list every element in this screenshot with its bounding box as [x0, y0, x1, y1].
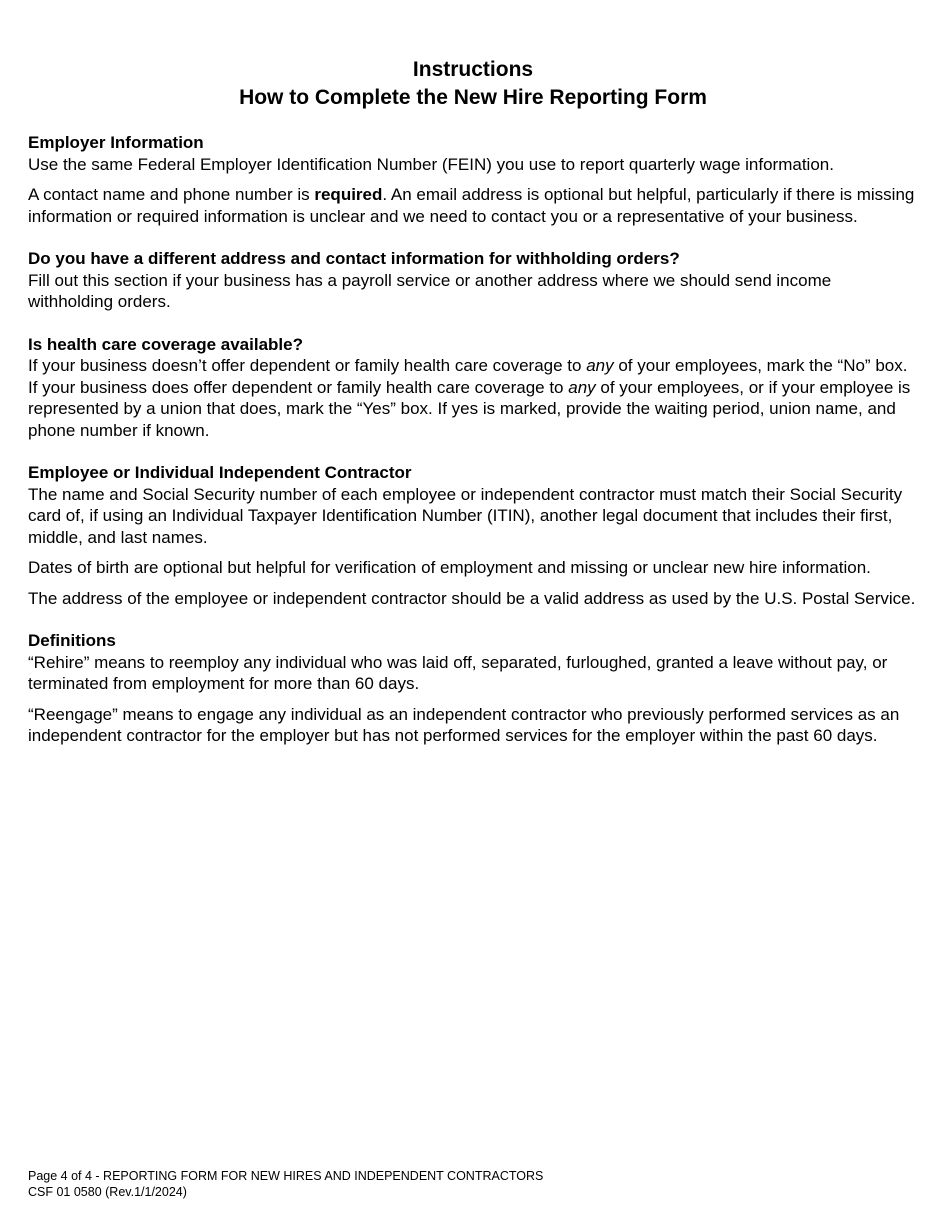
document-page [28, 56, 918, 768]
paragraph: Dates of birth are optional but helpful for verification of employment and missing or unclear new hire information. [28, 558, 871, 577]
section-heading: Employee or Individual Independent Contractor [28, 463, 412, 482]
text-run: of your employees, or if your employee is represented by a union that does, mark the “Yes” box. If yes is marked, provide the waiting period, union name, and phone number if known. [28, 377, 911, 440]
footer-page-line: Page 4 of 4 - REPORTING FORM FOR NEW HIRES AND INDEPENDENT CONTRACTORS [28, 1169, 544, 1183]
italic-text: any [568, 377, 596, 397]
bold-text: required [314, 185, 383, 204]
paragraph: Use the same Federal Employer Identification Number (FEIN) you use to report quarterly wage information. [28, 154, 834, 174]
paragraph: The address of the employee or independent contractor should be a valid address as used by the U.S. Postal Service. [28, 588, 916, 608]
text-run: If your business doesn’t offer dependent or family health care coverage to [28, 356, 587, 375]
section-heading: Definitions [28, 631, 116, 650]
text-run: of your employees, mark the “No” box. If your business does offer dependent or family health care coverage to [28, 356, 908, 397]
paragraph: Fill out this section if your business has a payroll service or another address where we should send income withholding orders. [28, 270, 832, 311]
title-line-2: How to Complete the New Hire Reporting Form [239, 86, 707, 109]
section-employee [28, 462, 918, 609]
footer-form-id: CSF 01 0580 (Rev.1/1/2024) [28, 1185, 187, 1199]
section-definitions [28, 630, 918, 747]
page-footer [28, 1168, 543, 1200]
section-employer-information [28, 132, 918, 227]
section-health-care [28, 334, 918, 442]
paragraph: “Reengage” means to engage any individual as an independent contractor who previously performed services as an independent contractor for the employer but has not performed services for the employer within the past 60 days. [28, 704, 900, 745]
paragraph: The name and Social Security number of each employee or independent contractor must match their Social Security card of, if using an Individual Taxpayer Identification Number (ITIN), another legal document that includes their first, middle, and last names. [28, 484, 903, 547]
section-heading: Employer Information [28, 133, 204, 152]
paragraph: “Rehire” means to reemploy any individual who was laid off, separated, furloughed, granted a leave without pay, or terminated from employment for more than 60 days. [28, 652, 888, 693]
paragraph [28, 355, 918, 441]
section-heading: Do you have a different address and contact information for withholding orders? [28, 249, 680, 268]
section-heading: Is health care coverage available? [28, 334, 303, 354]
page-title [28, 56, 918, 112]
text-run: . An email address is optional but helpful, particularly if there is missing information or required information is unclear and we need to contact you or a representative of your business. [28, 185, 915, 226]
paragraph [28, 184, 918, 227]
text-run: A contact name and phone number is [28, 185, 315, 204]
italic-text: any [586, 356, 614, 375]
section-withholding [28, 248, 918, 313]
title-line-1: Instructions [412, 58, 534, 81]
